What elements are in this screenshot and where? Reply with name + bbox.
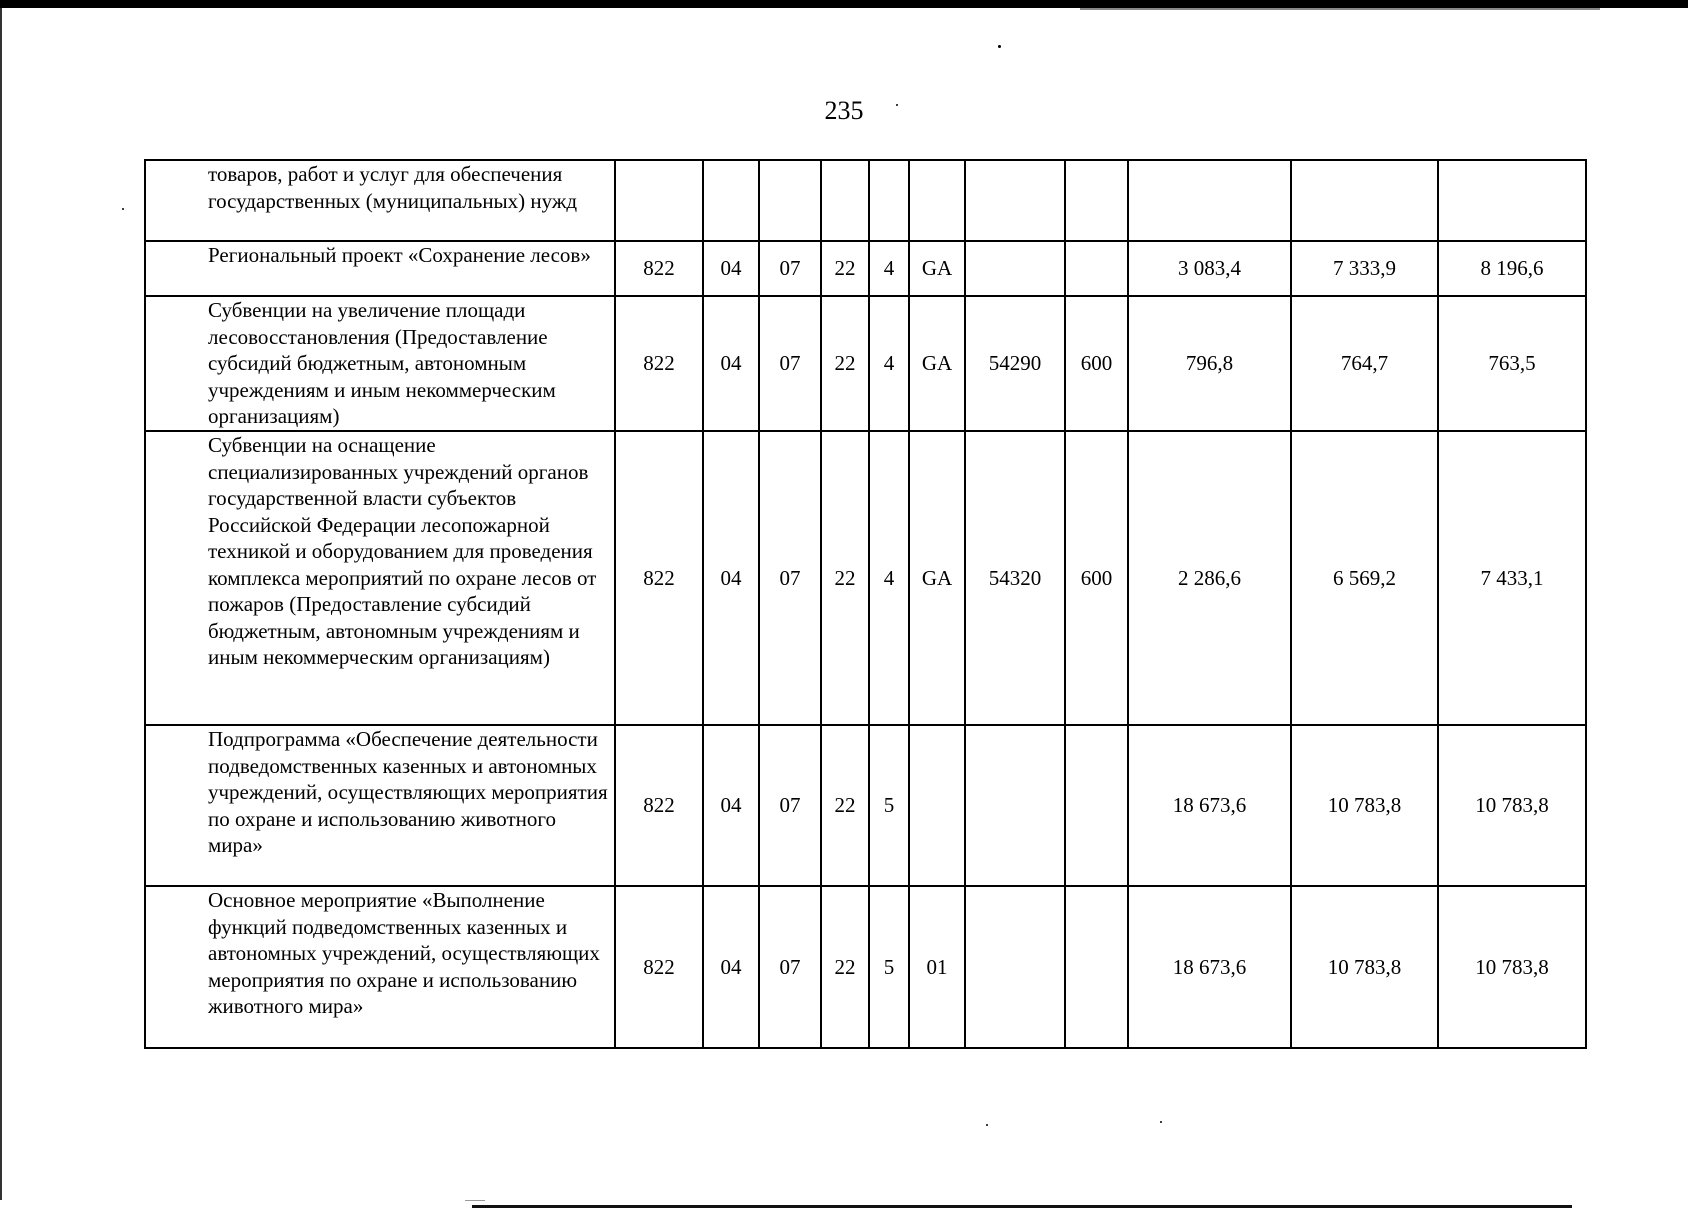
section-code-cell: 04 — [703, 725, 759, 886]
program-code-cell: 22 — [821, 241, 869, 296]
subprogram-code-cell: 5 — [869, 725, 909, 886]
direction-code-cell: 54290 — [965, 296, 1065, 431]
amount-year1-cell: 18 673,6 — [1128, 886, 1291, 1048]
amount-year1-cell: 3 083,4 — [1128, 241, 1291, 296]
program-code-cell: 22 — [821, 725, 869, 886]
subsection-code-cell: 07 — [759, 431, 821, 725]
direction-code-cell — [965, 241, 1065, 296]
amount-year2-cell: 7 333,9 — [1291, 241, 1438, 296]
amount-year3-cell: 10 783,8 — [1438, 886, 1586, 1048]
ved-code-cell: 822 — [615, 241, 703, 296]
page-number: 235 — [824, 96, 864, 125]
row-name-cell: товаров, работ и услуг для обеспечения государственных (муниципальных) нужд — [145, 160, 615, 241]
subsection-code-cell: 07 — [759, 725, 821, 886]
budget-table — [144, 159, 1587, 1049]
expense-type-cell: 600 — [1065, 296, 1128, 431]
expense-type-cell: 600 — [1065, 431, 1128, 725]
table-row — [145, 886, 1586, 1048]
scan-border-top — [0, 0, 1688, 8]
event-code-cell: 01 — [909, 886, 965, 1048]
ved-code-cell: 822 — [615, 431, 703, 725]
ved-code-cell: 822 — [615, 886, 703, 1048]
subprogram-code-cell: 4 — [869, 241, 909, 296]
ved-code-cell — [615, 160, 703, 241]
scan-border-bottom-faint — [465, 1200, 485, 1201]
ved-code-cell: 822 — [615, 725, 703, 886]
table-row — [145, 241, 1586, 296]
amount-year2-cell — [1291, 160, 1438, 241]
amount-year1-cell: 796,8 — [1128, 296, 1291, 431]
row-name-cell: Основное мероприятие «Выполнение функций подведомственных казенных и автономных учреждений, осуществляющих мероприятия по охране и использованию животного мира» — [145, 886, 615, 1048]
subsection-code-cell: 07 — [759, 886, 821, 1048]
section-code-cell: 04 — [703, 241, 759, 296]
event-code-cell: GA — [909, 296, 965, 431]
row-name-cell: Субвенции на оснащение специализированных учреждений органов государственной власти субъектов Российской Федерации лесопожарной техникой и оборудованием для проведения комплекса мероприятий по охране лесов от пожаров (Предоставление субсидий бюджетным, автономным учреждениям и иным некоммерческим организациям) — [145, 431, 615, 725]
section-code-cell — [703, 160, 759, 241]
event-code-cell — [909, 160, 965, 241]
program-code-cell — [821, 160, 869, 241]
table-row — [145, 160, 1586, 241]
event-code-cell: GA — [909, 431, 965, 725]
table-row — [145, 296, 1586, 431]
amount-year2-cell: 10 783,8 — [1291, 725, 1438, 886]
event-code-cell: GA — [909, 241, 965, 296]
amount-year2-cell: 764,7 — [1291, 296, 1438, 431]
subprogram-code-cell: 4 — [869, 431, 909, 725]
direction-code-cell — [965, 160, 1065, 241]
subsection-code-cell: 07 — [759, 296, 821, 431]
amount-year3-cell — [1438, 160, 1586, 241]
amount-year3-cell: 763,5 — [1438, 296, 1586, 431]
direction-code-cell: 54320 — [965, 431, 1065, 725]
amount-year3-cell: 10 783,8 — [1438, 725, 1586, 886]
scan-border-top-faint — [1080, 8, 1600, 10]
amount-year1-cell: 18 673,6 — [1128, 725, 1291, 886]
amount-year2-cell: 6 569,2 — [1291, 431, 1438, 725]
expense-type-cell — [1065, 241, 1128, 296]
subprogram-code-cell: 5 — [869, 886, 909, 1048]
row-name-cell: Субвенции на увеличение площади лесовосстановления (Предоставление субсидий бюджетным, автономным учреждениям и иным некоммерческим организациям) — [145, 296, 615, 431]
amount-year1-cell: 2 286,6 — [1128, 431, 1291, 725]
subprogram-code-cell — [869, 160, 909, 241]
expense-type-cell — [1065, 886, 1128, 1048]
scan-speck — [122, 208, 124, 210]
section-code-cell: 04 — [703, 296, 759, 431]
program-code-cell: 22 — [821, 886, 869, 1048]
subsection-code-cell — [759, 160, 821, 241]
expense-type-cell — [1065, 160, 1128, 241]
scan-speck — [1160, 1121, 1162, 1123]
direction-code-cell — [965, 725, 1065, 886]
amount-year1-cell — [1128, 160, 1291, 241]
row-name-cell: Региональный проект «Сохранение лесов» — [145, 241, 615, 296]
event-code-cell — [909, 725, 965, 886]
expense-type-cell — [1065, 725, 1128, 886]
ved-code-cell: 822 — [615, 296, 703, 431]
row-name-cell: Подпрограмма «Обеспечение деятельности подведомственных казенных и автономных учреждений, осуществляющих мероприятия по охране и использованию животного мира» — [145, 725, 615, 886]
scan-border-left — [0, 8, 2, 1200]
amount-year2-cell: 10 783,8 — [1291, 886, 1438, 1048]
section-code-cell: 04 — [703, 431, 759, 725]
table-row — [145, 725, 1586, 886]
table-row — [145, 431, 1586, 725]
subsection-code-cell: 07 — [759, 241, 821, 296]
direction-code-cell — [965, 886, 1065, 1048]
program-code-cell: 22 — [821, 296, 869, 431]
program-code-cell: 22 — [821, 431, 869, 725]
subprogram-code-cell: 4 — [869, 296, 909, 431]
amount-year3-cell: 7 433,1 — [1438, 431, 1586, 725]
amount-year3-cell: 8 196,6 — [1438, 241, 1586, 296]
scan-speck — [998, 45, 1001, 48]
section-code-cell: 04 — [703, 886, 759, 1048]
scan-speck — [986, 1124, 988, 1126]
